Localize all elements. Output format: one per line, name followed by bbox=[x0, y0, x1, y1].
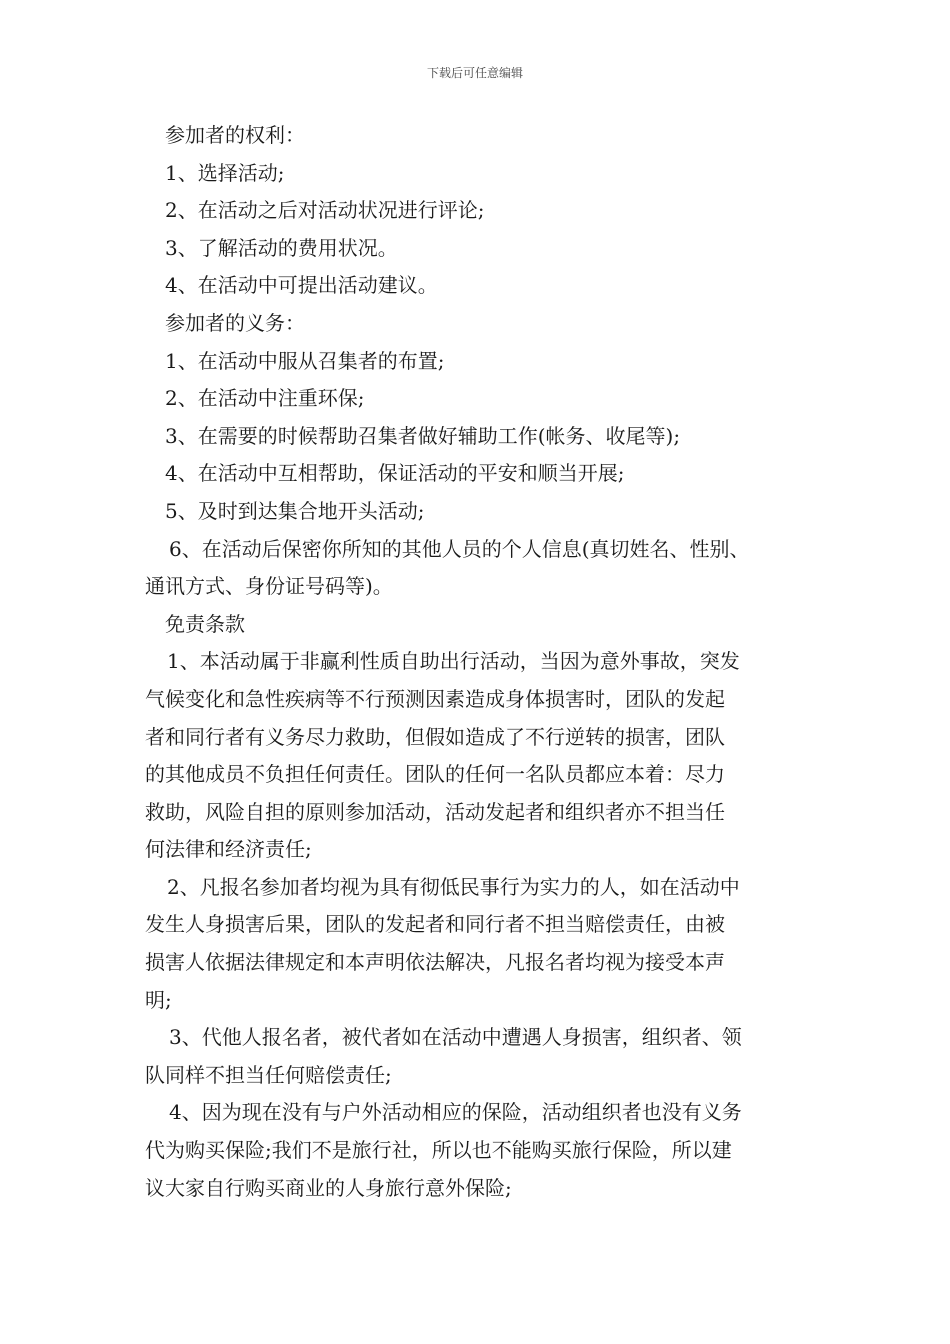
disclaimer-clause-4 bbox=[145, 1094, 815, 1207]
rights-item: 4、在活动中可提出活动建议。 bbox=[165, 273, 438, 298]
document-body bbox=[145, 117, 815, 1207]
clause-line: 队同样不担当任何赔偿责任; bbox=[145, 1062, 392, 1087]
clause-line: 的其他成员不负担任何责任。团队的任何一名队员都应本着：尽力 bbox=[145, 762, 725, 787]
duties-title: 参加者的义务： bbox=[165, 310, 305, 335]
clause-line: 者和同行者有义务尽力救助，但假如造成了不行逆转的损害，团队 bbox=[145, 724, 725, 749]
disclaimer-clause-2 bbox=[145, 869, 815, 1019]
disclaimer-title: 免责条款 bbox=[165, 611, 245, 636]
page-header: 下载后可任意编辑 bbox=[426, 66, 523, 80]
duties-item-6-line2: 通讯方式、身份证号码等)。 bbox=[145, 574, 393, 599]
duties-item: 3、在需要的时候帮助召集者做好辅助工作(帐务、收尾等); bbox=[165, 423, 681, 448]
clause-line: 救助，风险自担的原则参加活动，活动发起者和组织者亦不担当任 bbox=[145, 799, 725, 824]
clause-line: 1、本活动属于非赢利性质自助出行活动，当因为意外事故，突发 bbox=[167, 649, 740, 674]
clause-line: 4、因为现在没有与户外活动相应的保险，活动组织者也没有义务 bbox=[169, 1100, 742, 1125]
clause-line: 何法律和经济责任; bbox=[145, 837, 312, 862]
clause-line: 2、凡报名参加者均视为具有彻低民事行为实力的人，如在活动中 bbox=[167, 874, 740, 899]
clause-line: 气候变化和急性疾病等不行预测因素造成身体损害时，团队的发起 bbox=[145, 686, 725, 711]
duties-item: 2、在活动中注重环保; bbox=[165, 386, 365, 411]
rights-title: 参加者的权利： bbox=[165, 123, 305, 147]
clause-line: 损害人依据法律规定和本声明依法解决，凡报名者均视为接受本声 bbox=[145, 950, 725, 975]
disclaimer-clause-3 bbox=[145, 1019, 815, 1094]
clause-line: 明; bbox=[145, 987, 172, 1012]
duties-item: 1、在活动中服从召集者的布置; bbox=[165, 348, 445, 373]
rights-item: 2、在活动之后对活动状况进行评论; bbox=[165, 198, 485, 223]
clause-line: 议大家自行购买商业的人身旅行意外保险; bbox=[145, 1175, 512, 1200]
duties-item: 4、在活动中互相帮助，保证活动的平安和顺当开展; bbox=[165, 461, 625, 486]
rights-item: 1、选择活动; bbox=[165, 160, 285, 185]
clause-line: 3、代他人报名者，被代者如在活动中遭遇人身损害，组织者、领 bbox=[169, 1025, 742, 1050]
clause-line: 发生人身损害后果，团队的发起者和同行者不担当赔偿责任，由被 bbox=[145, 912, 725, 937]
disclaimer-clause-1 bbox=[145, 643, 815, 869]
rights-item: 3、了解活动的费用状况。 bbox=[165, 235, 398, 260]
clause-line: 代为购买保险;我们不是旅行社，所以也不能购买旅行保险，所以建 bbox=[145, 1138, 732, 1163]
duties-item-6-line1: 6、在活动后保密你所知的其他人员的个人信息(真切姓名、性别、 bbox=[169, 536, 750, 561]
duties-item: 5、及时到达集合地开头活动; bbox=[165, 498, 425, 523]
